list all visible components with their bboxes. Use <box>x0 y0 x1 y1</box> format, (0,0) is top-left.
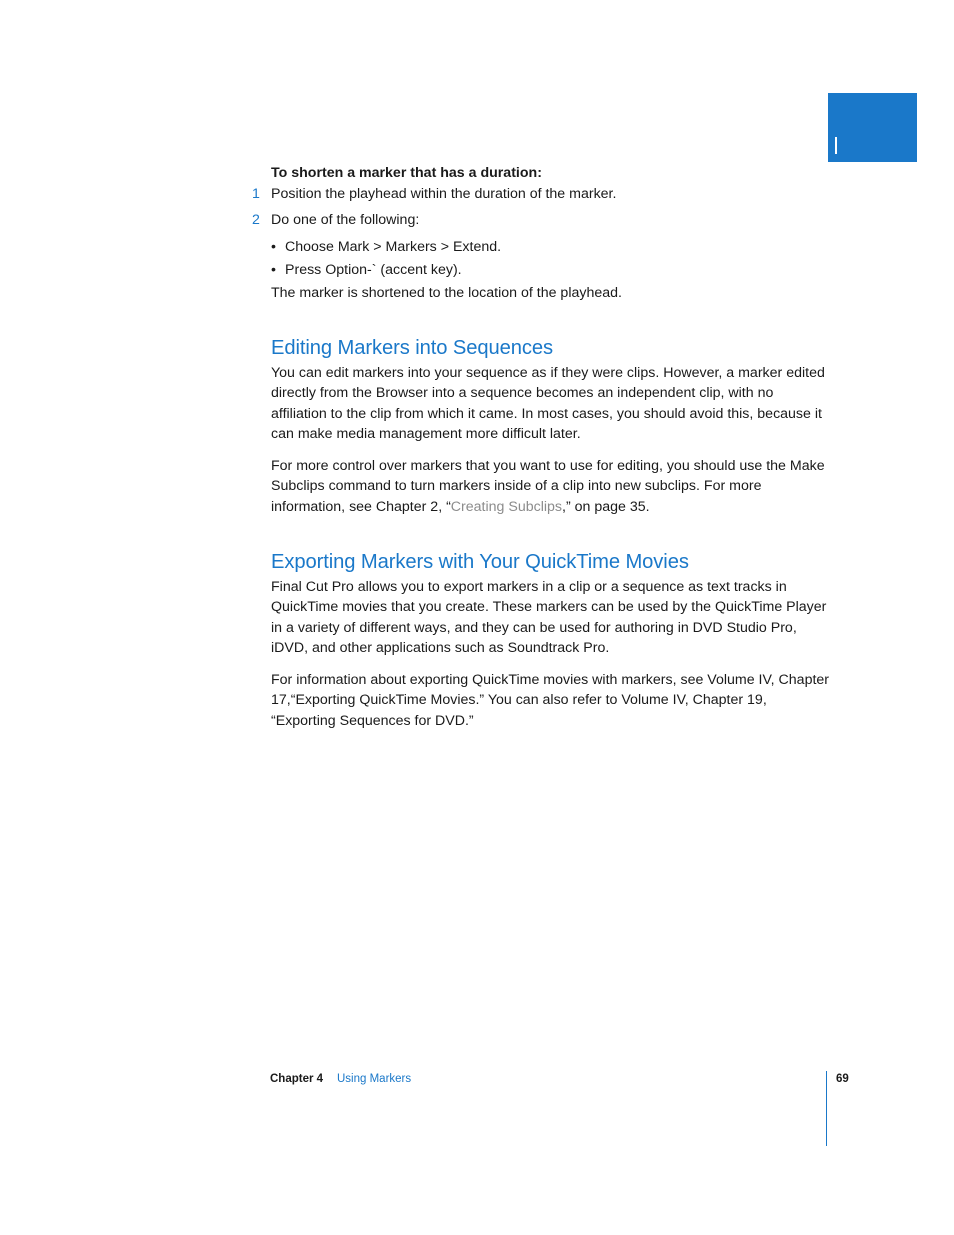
procedure-result: The marker is shortened to the location of the playhead. <box>271 285 622 301</box>
footer-chapter-title[interactable]: Using Markers <box>337 1073 412 1085</box>
step-number: 2 <box>252 212 260 228</box>
footer-chapter-label: Chapter 4 <box>270 1073 324 1085</box>
section-heading-editing-markers: Editing Markers into Sequences <box>271 337 554 359</box>
bullet-text: Choose Mark > Markers > Extend. <box>285 239 502 255</box>
step-text: Position the playhead within the duration of the marker. <box>271 186 617 202</box>
cross-reference-link[interactable]: Creating Subclips <box>450 498 562 515</box>
section1-paragraph-2 <box>271 456 831 517</box>
bullet-glyph: • <box>271 239 276 255</box>
paragraph-text: ,” on page 35. <box>562 498 650 515</box>
procedure-title: To shorten a marker that has a duration: <box>271 165 542 181</box>
chapter-tab-mark <box>835 137 837 154</box>
section1-paragraph-1: You can edit markers into your sequence as if they were clips. However, a marker edited directly from the Browser into a sequence becomes an independent clip, with no affiliation to the clip from which it came. In most cases, you should avoid this, because it can make media management more difficult later. <box>271 365 825 442</box>
step-1 <box>252 184 617 204</box>
bullet-glyph: • <box>271 262 276 278</box>
step-number: 1 <box>252 186 260 202</box>
page-number: 69 <box>836 1073 849 1085</box>
footer-divider <box>826 1071 827 1146</box>
section2-paragraph-2: For information about exporting QuickTime movies with markers, see Volume IV, Chapter 17,“Exporting QuickTime Movies.” You can also refer to Volume IV, Chapter 19, “Exporting Sequences for DVD.” <box>271 672 830 729</box>
paragraph-text: For more control over markers that you want to use for editing, you should use the Make Subclips command to turn markers inside of a clip into new subclips. For more information, see Chapter 2, “ <box>271 458 825 515</box>
bullet-text: Press Option-` (accent key). <box>285 262 462 278</box>
chapter-tab <box>828 93 917 162</box>
step-2 <box>252 210 420 230</box>
section-heading-exporting-markers: Exporting Markers with Your QuickTime Movies <box>271 551 689 573</box>
section2-paragraph-1: Final Cut Pro allows you to export markers in a clip or a sequence as text tracks in QuickTime movies that you create. These markers can be used by the QuickTime Player in a variety of different ways, and they can be used for authoring in DVD Studio Pro, iDVD, and other applications such as Soundtrack Pro. <box>271 579 827 656</box>
step-text: Do one of the following: <box>271 212 420 228</box>
